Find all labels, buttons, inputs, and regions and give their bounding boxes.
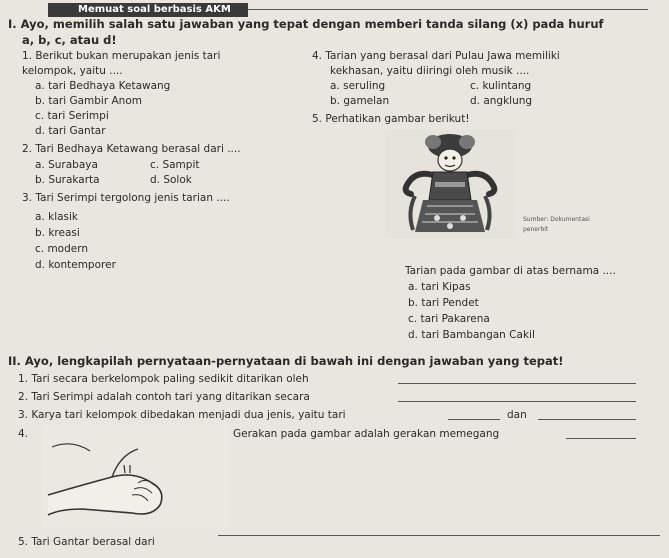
s2-item1-answer-line[interactable] — [398, 383, 636, 384]
s2-item4: Gerakan pada gambar adalah gerakan memegang — [233, 428, 500, 440]
q5-option-b[interactable]: b. tari Pendet — [408, 297, 479, 309]
q4-option-c[interactable]: c. kulintang — [470, 80, 532, 92]
s2-item2: 2. Tari Serimpi adalah contoh tari yang ditarikan secara — [18, 391, 310, 403]
q3-option-b[interactable]: b. kreasi — [35, 227, 80, 239]
q1-text-line2: kelompok, yaitu .... — [22, 65, 123, 77]
q1-option-b[interactable]: b. tari Gambir Anom — [35, 95, 142, 107]
image-source-line1: Sumber: Dokumentasi — [523, 216, 590, 223]
q3-option-d[interactable]: d. kontemporer — [35, 259, 116, 271]
q2-option-b[interactable]: b. Surakarta — [35, 174, 100, 186]
q4-text-line1: 4. Tarian yang berasal dari Pulau Jawa memiliki — [312, 50, 560, 62]
s2-item5-answer-line[interactable] — [218, 535, 660, 536]
banner-divider — [248, 9, 648, 10]
image-source-line2: penerbit — [523, 226, 549, 233]
q5-question: Tarian pada gambar di atas bernama .... — [405, 265, 616, 277]
s2-item2-answer-line[interactable] — [398, 401, 636, 402]
q2-text: 2. Tari Bedhaya Ketawang berasal dari .... — [22, 143, 241, 155]
q5-option-c[interactable]: c. tari Pakarena — [408, 313, 490, 325]
s2-item3: 3. Karya tari kelompok dibedakan menjadi dua jenis, yaitu tari — [18, 409, 346, 421]
section2-title: II. Ayo, lengkapilah pernyataan-pernyataan di bawah ini dengan jawaban yang tepat! — [8, 354, 564, 368]
q5-text: 5. Perhatikan gambar berikut! — [312, 113, 470, 125]
q1-option-c[interactable]: c. tari Serimpi — [35, 110, 109, 122]
q3-option-c[interactable]: c. modern — [35, 243, 89, 255]
s2-item5: 5. Tari Gantar berasal dari — [18, 536, 155, 548]
section1-title-line1: I. Ayo, memilih salah satu jawaban yang tepat dengan memberi tanda silang (x) pada huruf — [8, 17, 604, 31]
q4-option-d[interactable]: d. angklung — [470, 95, 533, 107]
q1-option-d[interactable]: d. tari Gantar — [35, 125, 106, 137]
s2-item4-answer-line[interactable] — [566, 438, 636, 439]
q5-option-a[interactable]: a. tari Kipas — [408, 281, 471, 293]
s2-item3-answer-line1[interactable] — [448, 419, 500, 420]
s2-item3-dan: dan — [507, 409, 527, 421]
q1-option-a[interactable]: a. tari Bedhaya Ketawang — [35, 80, 171, 92]
q4-text-line2: kekhasan, yaitu diiringi oleh musik .... — [330, 65, 530, 77]
s2-item3-answer-line2[interactable] — [538, 419, 636, 420]
q2-option-a[interactable]: a. Surabaya — [35, 159, 98, 171]
q2-option-d[interactable]: d. Solok — [150, 174, 192, 186]
q1-text-line1: 1. Berikut bukan merupakan jenis tari — [22, 50, 221, 62]
q4-option-b[interactable]: b. gamelan — [330, 95, 390, 107]
dancer-illustration — [385, 130, 515, 238]
section-banner: Memuat soal berbasis AKM — [48, 3, 248, 17]
q4-option-a[interactable]: a. seruling — [330, 80, 386, 92]
q3-text: 3. Tari Serimpi tergolong jenis tarian .... — [22, 192, 230, 204]
q5-option-d[interactable]: d. tari Bambangan Cakil — [408, 329, 535, 341]
hand-gesture-illustration — [42, 425, 228, 528]
q2-option-c[interactable]: c. Sampit — [150, 159, 200, 171]
q3-option-a[interactable]: a. klasik — [35, 211, 79, 223]
s2-item4-number: 4. — [18, 428, 29, 440]
section1-title-line2: a, b, c, atau d! — [22, 33, 117, 47]
s2-item1: 1. Tari secara berkelompok paling sedikit ditarikan oleh — [18, 373, 309, 385]
